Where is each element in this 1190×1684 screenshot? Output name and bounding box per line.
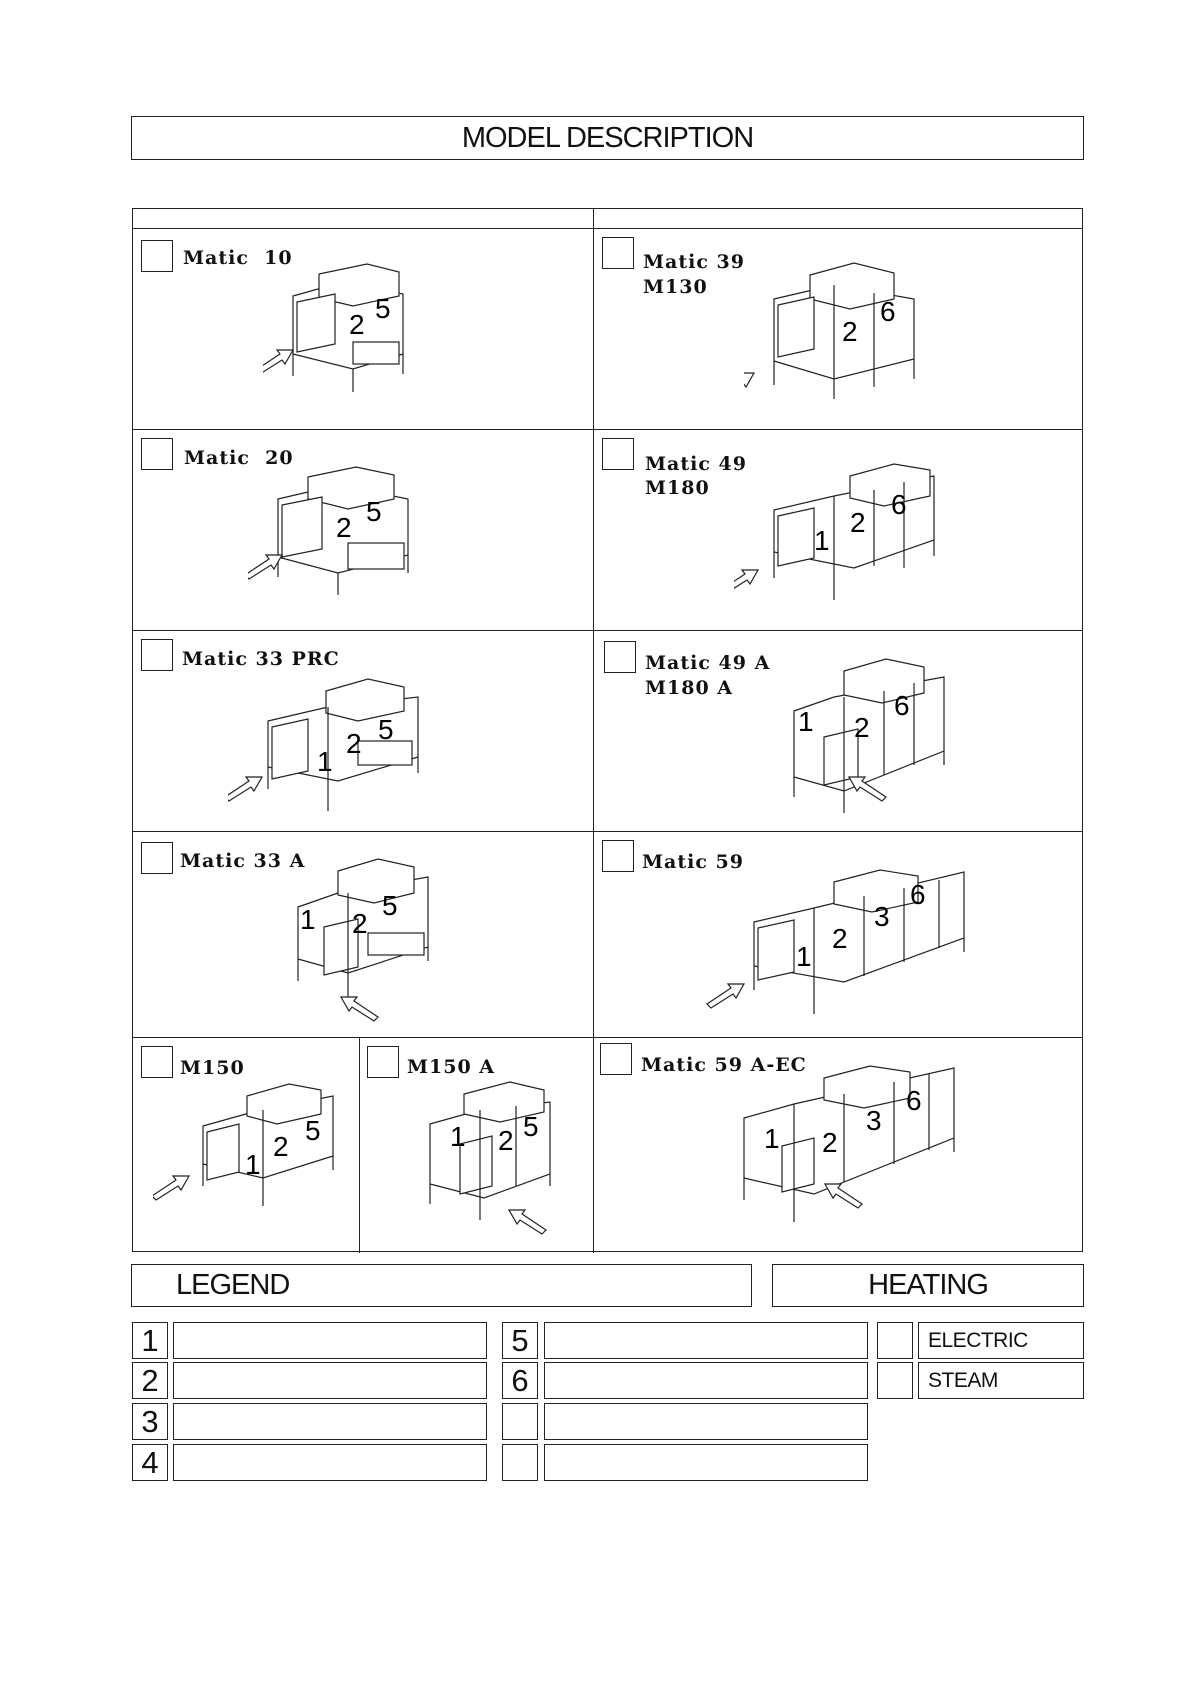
- part-number: 5: [305, 1115, 321, 1146]
- legend-number: 3: [132, 1403, 168, 1440]
- model-label: Matic 49: [645, 453, 747, 475]
- dishwasher-illustration: [263, 254, 443, 404]
- part-number: 1: [317, 746, 333, 777]
- part-number: 2: [854, 712, 870, 743]
- part-number: 5: [378, 714, 394, 745]
- dishwasher-illustration: [153, 1056, 353, 1236]
- model-label: M180 A: [645, 677, 734, 699]
- model-label: Matic 20: [184, 447, 294, 469]
- model-cell-matic33prc: [133, 631, 593, 831]
- model-checkbox-matic59aec[interactable]: [600, 1043, 632, 1075]
- legend-number: 6: [502, 1362, 538, 1399]
- part-number: 2: [842, 316, 858, 347]
- model-cell-m150: [133, 1038, 359, 1253]
- model-cell-matic49: [594, 430, 1084, 630]
- model-cell-matic33a: [133, 832, 593, 1037]
- model-checkbox-matic33prc[interactable]: [141, 639, 173, 671]
- model-checkbox-matic10[interactable]: [141, 240, 173, 272]
- part-number: 6: [906, 1085, 922, 1116]
- part-number: 6: [894, 690, 910, 721]
- legend-field-4[interactable]: [173, 1444, 487, 1481]
- part-number: 2: [498, 1125, 514, 1156]
- legend-number: 5: [502, 1322, 538, 1359]
- model-cell-matic20: [133, 430, 593, 630]
- part-number: 1: [764, 1123, 780, 1154]
- part-number: 5: [366, 496, 382, 527]
- model-label: Matic 59: [642, 851, 744, 873]
- model-cell-matic49a: [594, 631, 1084, 831]
- model-cell-matic10: [133, 229, 593, 429]
- legend-field-7[interactable]: [544, 1403, 868, 1440]
- part-number: 2: [850, 507, 866, 538]
- dishwasher-illustration: [734, 440, 964, 630]
- legend-field-8[interactable]: [544, 1444, 868, 1481]
- dishwasher-illustration: [228, 661, 448, 821]
- part-number: 3: [874, 901, 890, 932]
- part-number: 1: [450, 1121, 466, 1152]
- model-label: M150: [180, 1057, 245, 1079]
- heating-checkbox-steam[interactable]: [877, 1362, 913, 1399]
- part-number: 6: [880, 296, 896, 327]
- model-label: Matic 39: [643, 251, 745, 273]
- legend-field-3[interactable]: [173, 1403, 487, 1440]
- dishwasher-illustration: [734, 1038, 974, 1248]
- part-number: 3: [866, 1105, 882, 1136]
- legend-header: LEGEND: [131, 1264, 752, 1307]
- model-label: Matic 59 A-EC: [641, 1054, 807, 1076]
- model-label: Matic 33 A: [180, 850, 306, 872]
- model-cell-m150a: [360, 1038, 593, 1253]
- model-checkbox-matic49a[interactable]: [604, 641, 636, 673]
- dishwasher-illustration: [420, 1068, 590, 1248]
- model-label: Matic 49 A: [645, 652, 771, 674]
- part-number: 6: [910, 879, 926, 910]
- dishwasher-illustration: [704, 842, 984, 1032]
- part-number: 1: [814, 525, 830, 556]
- legend-number: 4: [132, 1444, 168, 1481]
- legend-field-6[interactable]: [544, 1362, 868, 1399]
- model-cell-matic59aec: [594, 1038, 1084, 1253]
- part-number: 5: [523, 1111, 539, 1142]
- part-number: 2: [832, 923, 848, 954]
- model-checkbox-matic59[interactable]: [602, 840, 634, 872]
- model-grid: [132, 208, 1083, 1252]
- part-number: 2: [349, 309, 365, 340]
- part-number: 1: [796, 941, 812, 972]
- model-checkbox-matic39[interactable]: [602, 237, 634, 269]
- part-number: 2: [273, 1131, 289, 1162]
- model-checkbox-matic33a[interactable]: [141, 842, 173, 874]
- model-label: M130: [643, 276, 708, 298]
- model-cell-matic39: [594, 229, 1084, 429]
- part-number: 1: [300, 904, 316, 935]
- model-label: M180: [645, 477, 710, 499]
- heating-header: HEATING: [772, 1264, 1084, 1307]
- dishwasher-illustration: [774, 641, 964, 831]
- model-label: Matic 10: [183, 247, 293, 269]
- model-checkbox-matic20[interactable]: [141, 438, 173, 470]
- part-number: 6: [891, 489, 907, 520]
- legend-number: 1: [132, 1322, 168, 1359]
- model-label: Matic 33 PRC: [182, 648, 340, 670]
- dishwasher-illustration: [248, 455, 438, 605]
- heating-checkbox-electric[interactable]: [877, 1322, 913, 1359]
- legend-field-1[interactable]: [173, 1322, 487, 1359]
- legend-number: 2: [132, 1362, 168, 1399]
- part-number: 2: [822, 1127, 838, 1158]
- legend-number: [502, 1444, 538, 1481]
- dishwasher-illustration: [744, 249, 944, 429]
- part-number: 2: [352, 908, 368, 939]
- model-cell-matic59: [594, 832, 1084, 1037]
- heating-option-steam: STEAM: [918, 1362, 1084, 1399]
- model-checkbox-m150a[interactable]: [367, 1046, 399, 1078]
- part-number: 5: [382, 890, 398, 921]
- model-label: M150 A: [407, 1056, 496, 1078]
- legend-number: [502, 1403, 538, 1440]
- part-number: 5: [375, 293, 391, 324]
- part-number: 2: [346, 728, 362, 759]
- legend-field-2[interactable]: [173, 1362, 487, 1399]
- model-checkbox-matic49[interactable]: [602, 438, 634, 470]
- legend-field-5[interactable]: [544, 1322, 868, 1359]
- part-number: 1: [245, 1149, 261, 1180]
- dishwasher-illustration: [278, 847, 448, 1037]
- part-number: 1: [798, 706, 814, 737]
- heating-option-electric: ELECTRIC: [918, 1322, 1084, 1359]
- part-number: 2: [336, 512, 352, 543]
- page-title: MODEL DESCRIPTION: [131, 116, 1084, 160]
